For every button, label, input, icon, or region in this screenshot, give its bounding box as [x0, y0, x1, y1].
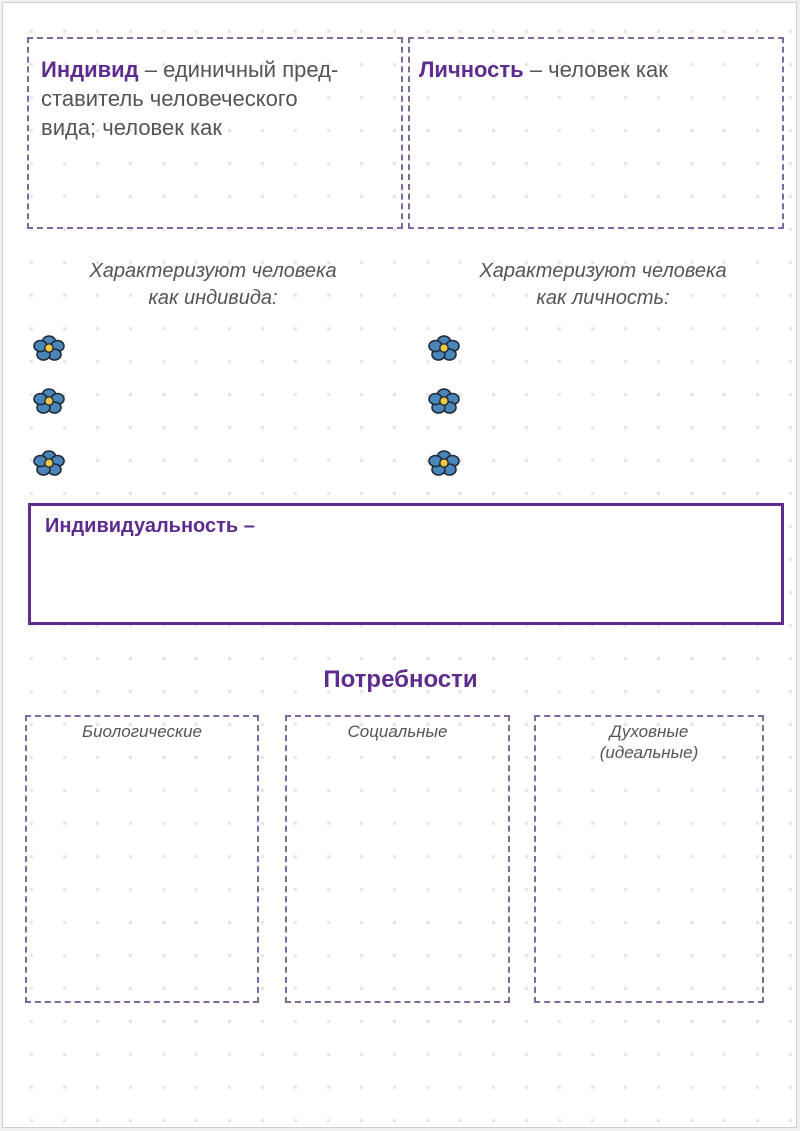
needs-title: Потребности — [323, 666, 478, 693]
flower-icon — [32, 387, 66, 415]
needs-column-social[interactable] — [285, 715, 510, 1003]
individ-term: Индивид — [41, 57, 139, 82]
needs-column-spiritual[interactable] — [534, 715, 764, 1003]
individ-heading-line1: Характеризуют человека — [89, 260, 337, 282]
needs-column-label — [287, 721, 508, 742]
individ-characteristics-heading — [43, 258, 383, 312]
lichnost-text: – человек как — [523, 57, 668, 82]
flower-icon — [427, 387, 461, 415]
individ-text-line1: – единичный пред- — [138, 57, 339, 82]
needs-label-line1: Биологические — [82, 722, 202, 741]
flower-icon — [427, 334, 461, 362]
individ-definition — [41, 55, 338, 142]
individ-text-line3: вида; человек как — [41, 115, 222, 140]
individualnost-label: Индивидуальность – — [45, 515, 255, 537]
needs-label-line2: (идеальные) — [599, 743, 699, 762]
needs-column-label — [536, 721, 762, 763]
lichnost-characteristics-heading — [433, 258, 773, 312]
individ-heading-line2: как индивида: — [148, 287, 278, 309]
needs-label-line1: Духовные — [609, 722, 689, 741]
worksheet-page — [2, 2, 797, 1128]
needs-column-label — [27, 721, 257, 742]
individ-text-line2: ставитель человеческого — [41, 86, 298, 111]
lichnost-definition — [419, 55, 668, 84]
needs-label-line1: Социальные — [347, 722, 448, 741]
needs-column-biological[interactable] — [25, 715, 259, 1003]
flower-icon — [32, 449, 66, 477]
lichnost-heading-line1: Характеризуют человека — [479, 260, 727, 282]
lichnost-heading-line2: как личность: — [536, 287, 670, 309]
flower-icon — [32, 334, 66, 362]
flower-icon — [427, 449, 461, 477]
individualnost-box[interactable] — [28, 503, 784, 625]
lichnost-term: Личность — [419, 57, 524, 82]
